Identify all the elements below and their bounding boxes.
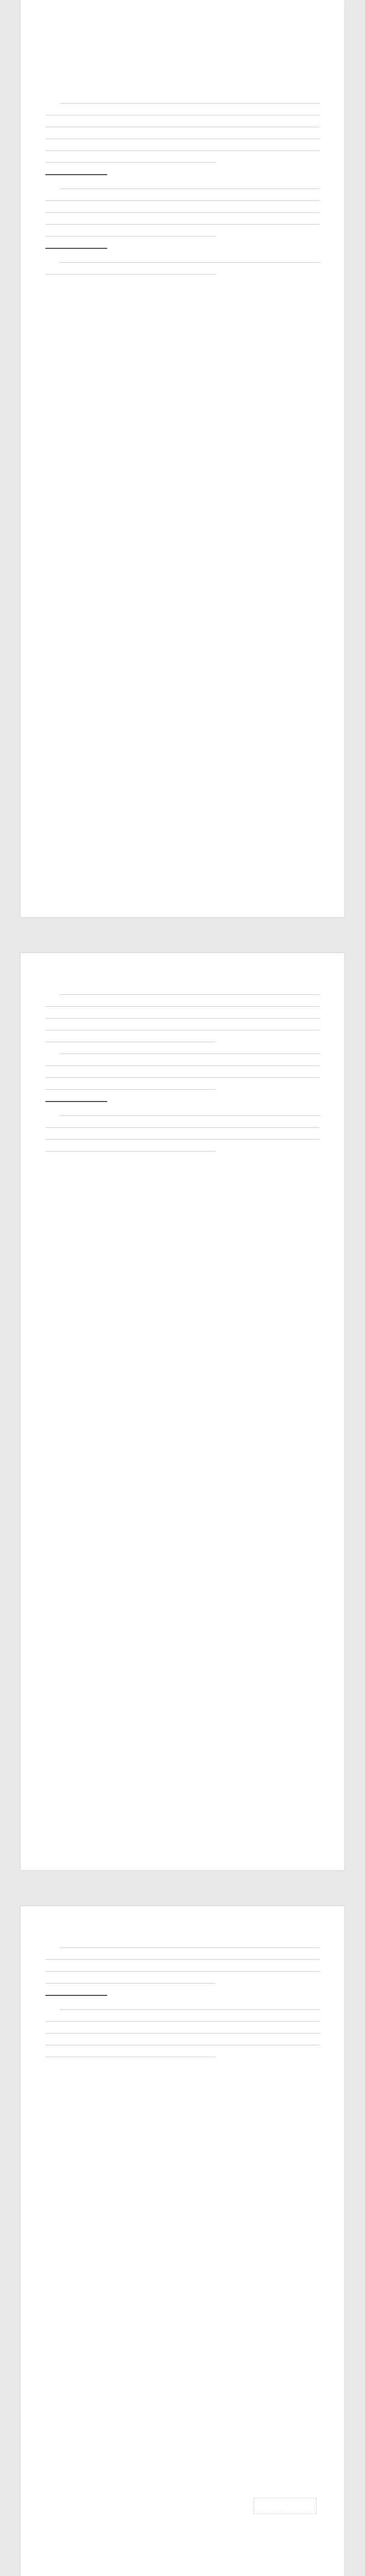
document-subtitle: [21, 48, 344, 59]
page-2: [21, 953, 344, 1870]
section-heading: [45, 1101, 107, 1102]
watermark: [254, 2498, 317, 2514]
page-1-body: [45, 103, 320, 286]
document-title: [21, 0, 344, 45]
page-3: [21, 1906, 344, 2576]
page-2-body: [45, 994, 320, 1163]
section-heading: [45, 1995, 107, 1996]
page-3-body: [45, 1947, 320, 2069]
section-heading: [45, 248, 107, 249]
section-heading: [45, 174, 107, 175]
page-1: [21, 0, 344, 917]
